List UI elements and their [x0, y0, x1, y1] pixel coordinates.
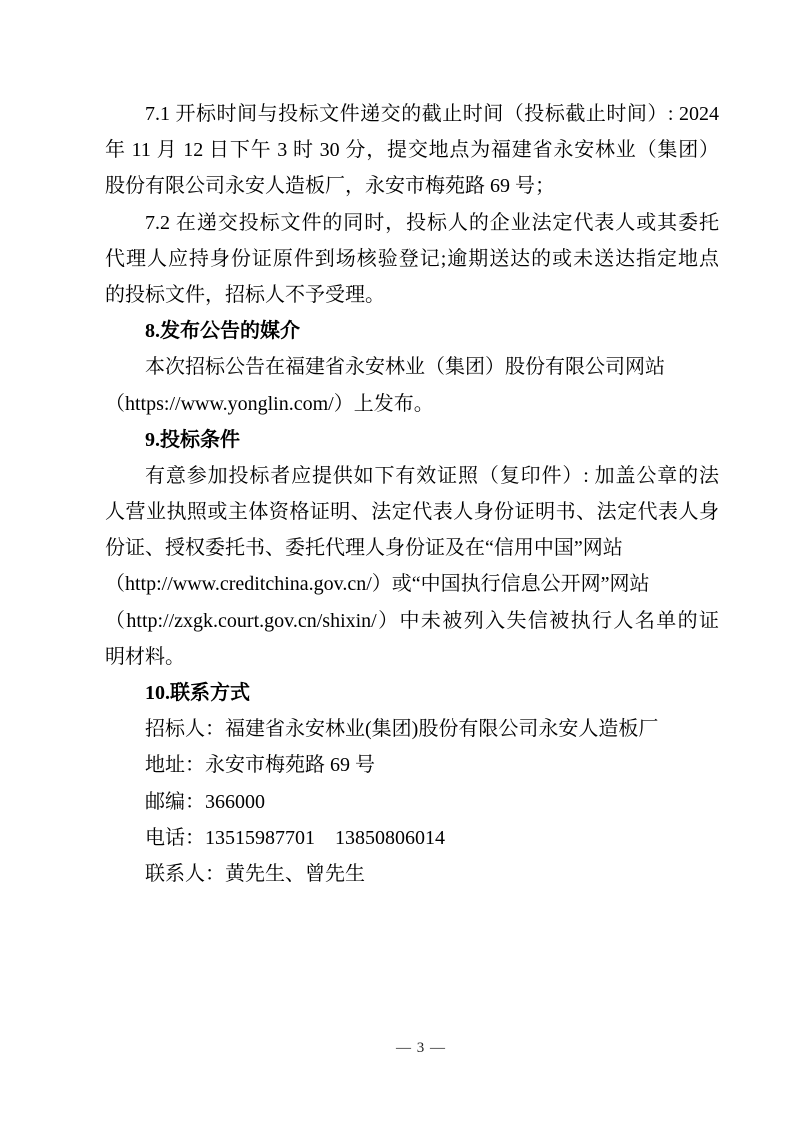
para-9-line-2: 人营业执照或主体资格证明、法定代表人身份证明书、法定代表人身: [105, 501, 719, 524]
para-9-line-1: 有意参加投标者应提供如下有效证照（复印件）: 加盖公章的法: [145, 464, 719, 487]
para-8-line-2-url: （https://www.yonglin.com/）上发布。: [105, 392, 434, 415]
para-7-1-line-1: 7.1 开标时间与投标文件递交的截止时间（投标截止时间）: 2024: [145, 103, 719, 125]
section-8-heading: 8.发布公告的媒介: [145, 320, 300, 343]
para-7-2-line-2: 代理人应持身份证原件到场核验登记;逾期送达的或未送达指定地点: [105, 247, 719, 270]
contact-address: 地址：永安市梅苑路 69 号: [145, 754, 375, 777]
para-7-2-line-3: 的投标文件，招标人不予受理。: [105, 283, 385, 306]
section-10-heading: 10.联系方式: [145, 682, 250, 704]
para-9-line-6: 明材料。: [105, 645, 185, 668]
para-9-line-5-url: （http://zxgk.court.gov.cn/shixin/）中未被列入失信被执行人名单的证: [105, 609, 719, 632]
document-body: [105, 96, 719, 892]
contact-phone: 电话：13515987701 13850806014: [145, 826, 445, 849]
para-7-1-line-2: 年 11 月 12 日下午 3 时 30 分，提交地点为福建省永安林业（集团）: [105, 139, 719, 162]
para-8-line-1: 本次招标公告在福建省永安林业（集团）股份有限公司网站: [145, 356, 665, 379]
para-9-line-3: 份证、授权委托书、委托代理人身份证及在“信用中国”网站: [105, 537, 623, 560]
section-9-heading: 9.投标条件: [145, 428, 240, 451]
para-9-line-4-url: （http://www.creditchina.gov.cn/）或“中国执行信息公开网”网站: [105, 573, 650, 596]
contact-tenderer: 招标人：福建省永安林业(集团)股份有限公司永安人造板厂: [145, 718, 659, 741]
page-footer: [0, 1038, 794, 1058]
contact-person: 联系人：黄先生、曾先生: [145, 862, 365, 885]
contact-postcode: 邮编：366000: [145, 790, 265, 813]
page-number: — 3 —: [396, 1040, 446, 1056]
para-7-1-line-3: 股份有限公司永安人造板厂，永安市梅苑路 69 号；: [105, 175, 555, 198]
para-7-2-line-1: 7.2 在递交投标文件的同时，投标人的企业法定代表人或其委托: [145, 211, 719, 234]
